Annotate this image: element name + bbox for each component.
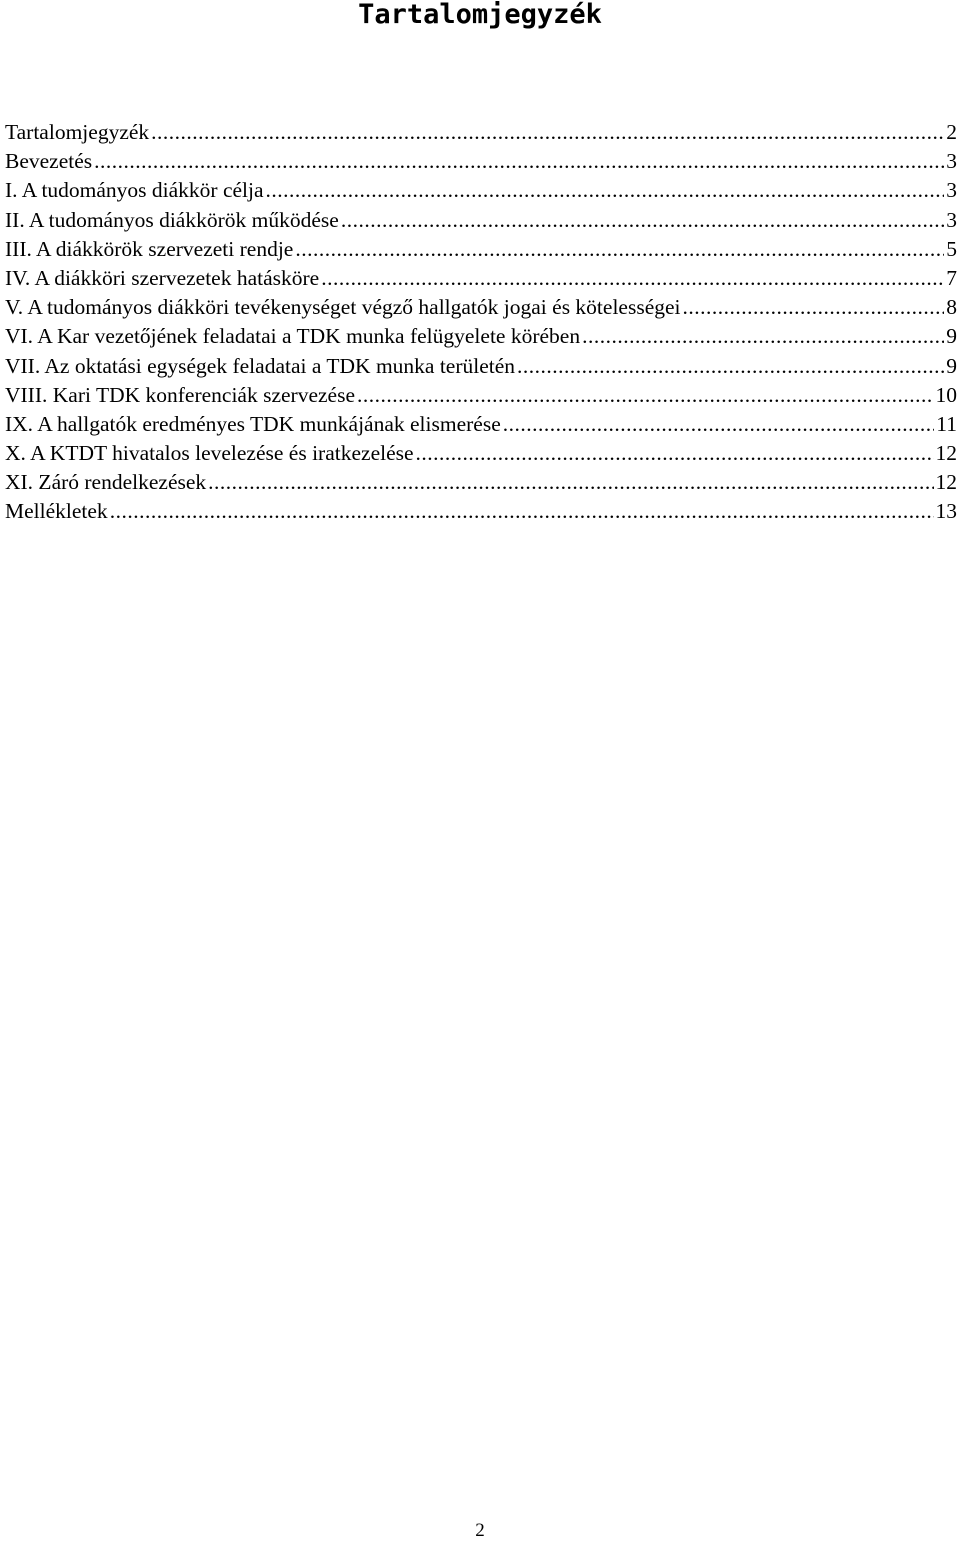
toc-dot-leader [321,264,944,293]
toc-dot-leader [208,468,933,497]
toc-dot-leader [94,147,944,176]
toc-entry-label: Mellékletek [5,499,108,524]
toc-entry-label: I. A tudományos diákkör célja [5,178,264,203]
toc-entry-label: IV. A diákköri szervezetek hatásköre [5,265,320,290]
toc-entry[interactable] [5,206,959,235]
toc-entry[interactable] [5,118,959,147]
toc-entry[interactable] [5,293,959,322]
toc-entry-label: V. A tudományos diákköri tevékenységet végző hallgatók jogai és kötelességei [5,295,681,320]
toc-entry-label: III. A diákkörök szervezeti rendje [5,236,294,261]
toc-entry-page: 13 [935,499,957,524]
toc-entry-label: XI. Záró rendelkezések [5,470,207,495]
toc-entry[interactable] [5,322,959,351]
toc-entry-page: 12 [935,470,957,495]
toc-dot-leader [517,352,944,381]
toc-entry[interactable] [5,147,959,176]
toc-entry-page: 2 [946,120,957,144]
page-title: Tartalomjegyzék [358,0,602,30]
table-of-contents [5,118,959,527]
toc-dot-leader [110,497,934,526]
toc-entry-label: Bevezetés [5,149,93,174]
toc-entry-page: 12 [935,441,957,466]
toc-dot-leader [503,410,935,439]
toc-entry-label: II. A tudományos diákkörök működése [5,207,339,232]
toc-entry-label: VI. A Kar vezetőjének feladatai a TDK munka felügyelete körében [5,324,581,349]
toc-entry[interactable] [5,235,959,264]
toc-entry-page: 8 [946,295,957,320]
toc-entry[interactable] [5,439,959,468]
toc-entry-page: 3 [946,178,957,203]
toc-entry-page: 5 [946,236,957,261]
toc-entry-page: 9 [946,353,957,378]
toc-entry-label: VIII. Kari TDK konferenciák szervezése [5,382,355,407]
toc-dot-leader [295,235,944,264]
toc-dot-leader [683,293,945,322]
toc-dot-leader [582,322,944,351]
toc-entry-page: 3 [946,207,957,232]
toc-dot-leader [357,381,934,410]
toc-dot-leader [416,439,934,468]
toc-entry[interactable] [5,381,959,410]
toc-entry-page: 9 [946,324,957,349]
toc-entry-page: 11 [936,411,957,436]
toc-entry[interactable] [5,410,959,439]
toc-dot-leader [341,206,944,235]
toc-dot-leader [266,176,945,205]
toc-entry-page: 7 [946,265,957,290]
page-number: 2 [475,1520,485,1541]
toc-entry[interactable] [5,176,959,205]
toc-entry-label: Tartalomjegyzék [5,120,150,144]
toc-entry-label: VII. Az oktatási egységek feladatai a TDK munka területén [5,353,516,378]
toc-entry[interactable] [5,468,959,497]
toc-entry[interactable] [5,497,959,526]
toc-entry[interactable] [5,264,959,293]
toc-entry-page: 3 [946,149,957,174]
toc-entry[interactable] [5,352,959,381]
toc-entry-page: 10 [935,382,957,407]
toc-entry-label: IX. A hallgatók eredményes TDK munkájának elismerése [5,411,501,436]
toc-entry-label: X. A KTDT hivatalos levelezése és iratkezelése [5,441,414,466]
toc-dot-leader [151,118,944,147]
